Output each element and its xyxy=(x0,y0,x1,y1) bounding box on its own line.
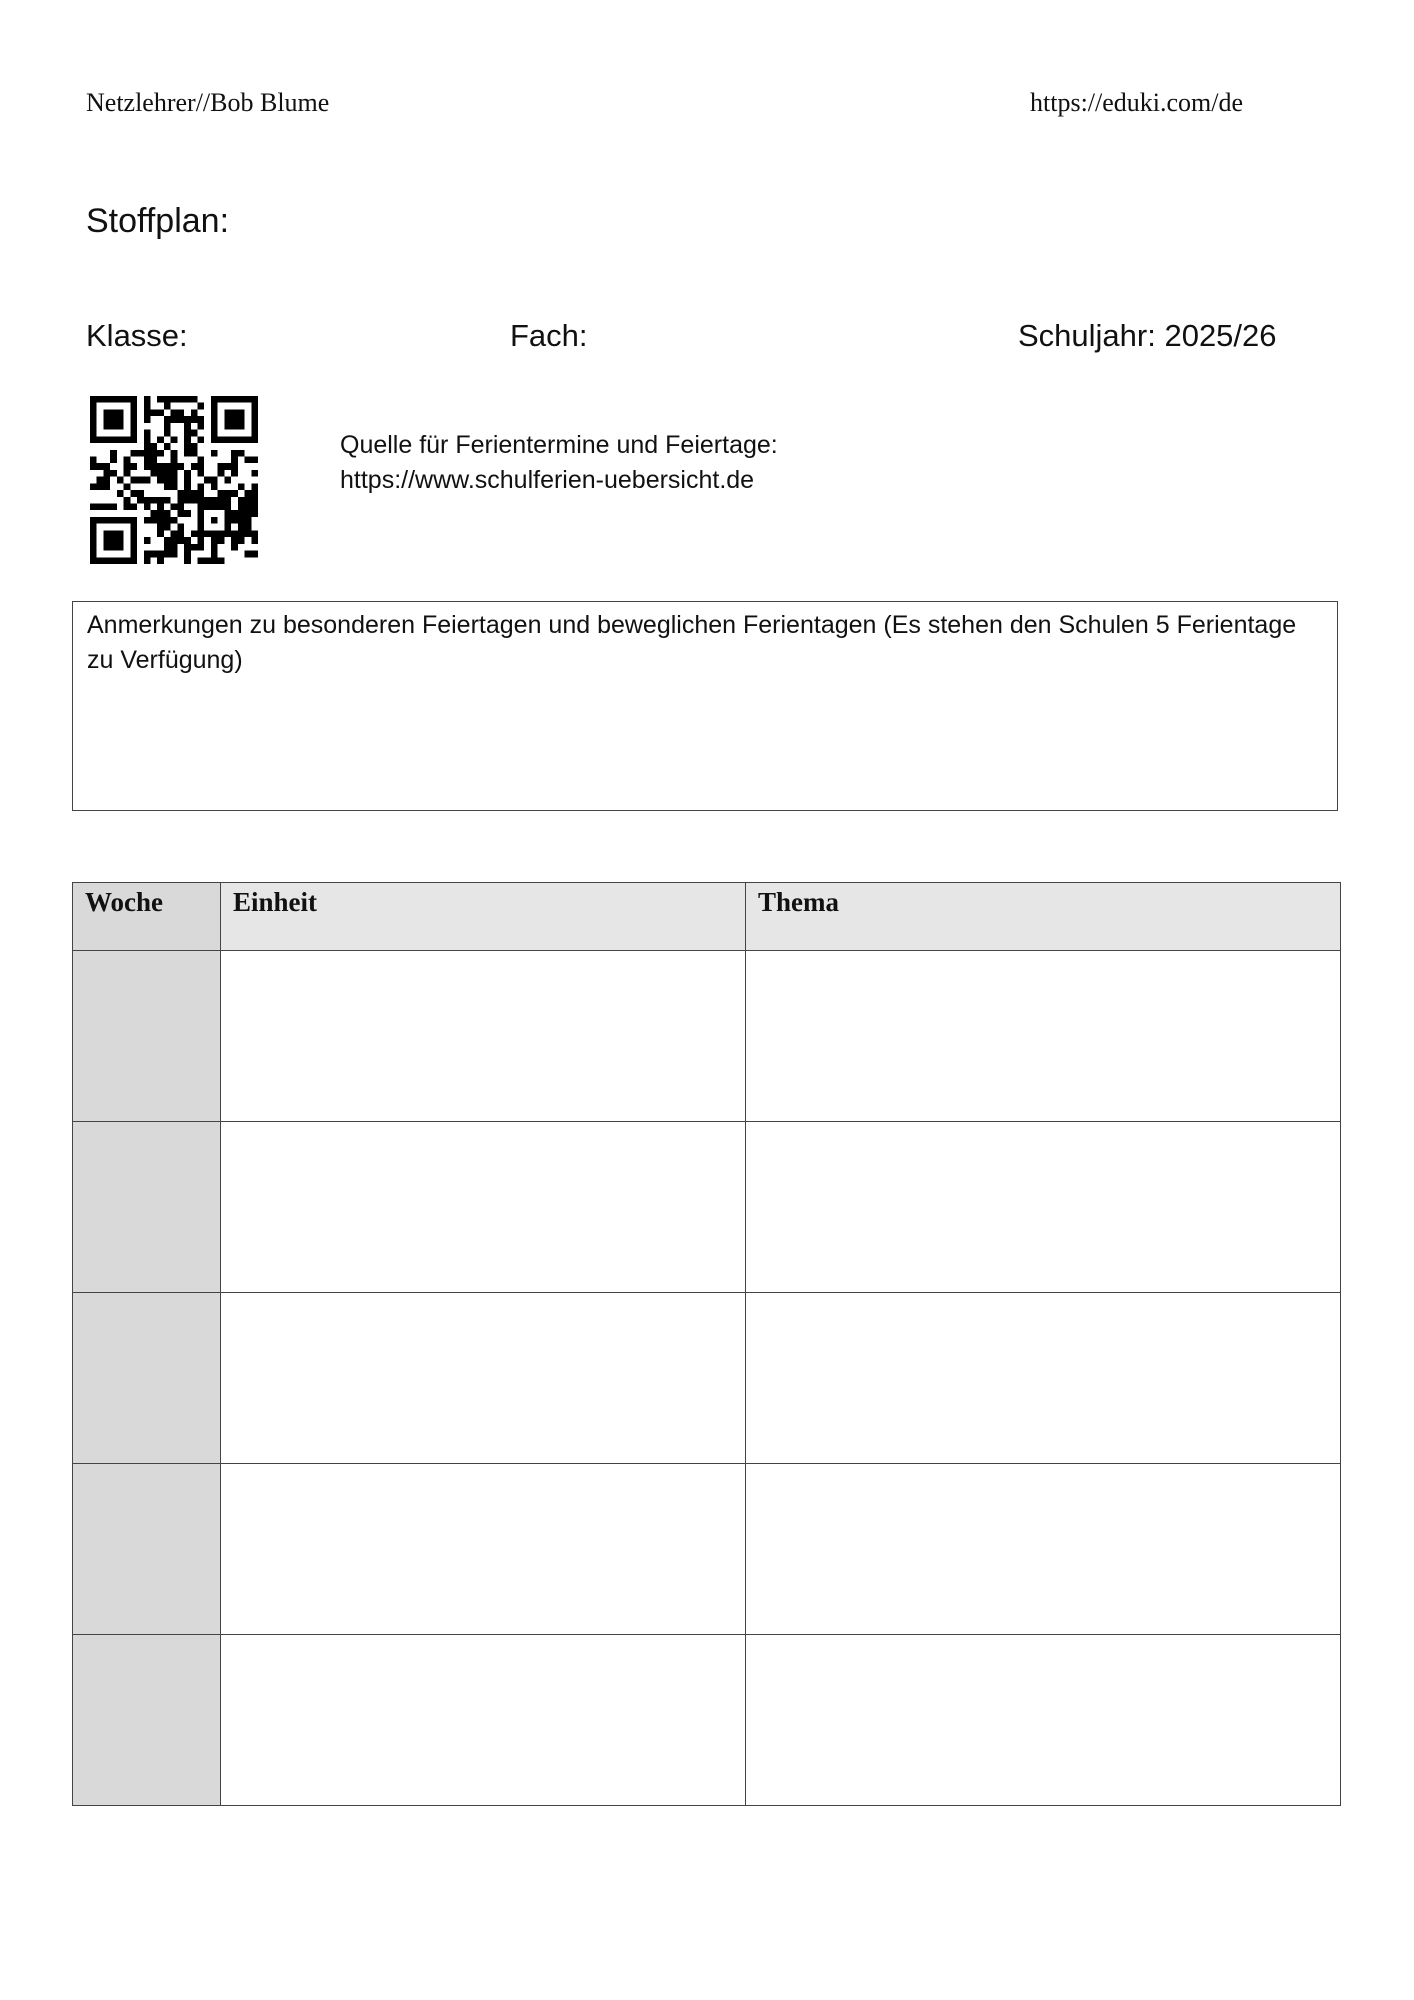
woche-cell[interactable] xyxy=(73,1122,221,1293)
table-row xyxy=(73,951,1341,1122)
thema-cell[interactable] xyxy=(746,1635,1341,1806)
column-header-thema: Thema xyxy=(746,883,1341,951)
source-note xyxy=(340,428,778,498)
woche-cell[interactable] xyxy=(73,1464,221,1635)
column-header-einheit: Einheit xyxy=(221,883,746,951)
source-label: Quelle für Ferientermine und Feiertage: xyxy=(340,431,778,459)
woche-cell[interactable] xyxy=(73,1293,221,1464)
thema-cell[interactable] xyxy=(746,1293,1341,1464)
notes-box[interactable] xyxy=(72,601,1338,811)
table-row xyxy=(73,1464,1341,1635)
fach-label: Fach: xyxy=(510,318,588,353)
column-header-woche: Woche xyxy=(73,883,221,951)
stoffplan-table xyxy=(72,882,1341,1806)
woche-cell[interactable] xyxy=(73,951,221,1122)
klasse-label: Klasse: xyxy=(86,318,188,353)
thema-cell[interactable] xyxy=(746,1464,1341,1635)
header-website[interactable]: https://eduki.com/de xyxy=(1030,88,1244,117)
qr-code-icon xyxy=(90,396,258,564)
page-title: Stoffplan: xyxy=(86,202,230,240)
thema-cell[interactable] xyxy=(746,951,1341,1122)
table-row xyxy=(73,1122,1341,1293)
source-link[interactable]: https://www.schulferien-uebersicht.de xyxy=(340,466,755,494)
table-row xyxy=(73,1635,1341,1806)
schuljahr-label: Schuljahr: 2025/26 xyxy=(1018,318,1277,353)
einheit-cell[interactable] xyxy=(221,1464,746,1635)
woche-cell[interactable] xyxy=(73,1635,221,1806)
table-header-row xyxy=(73,883,1341,951)
thema-cell[interactable] xyxy=(746,1122,1341,1293)
header-author: Netzlehrer//Bob Blume xyxy=(86,88,330,117)
einheit-cell[interactable] xyxy=(221,1122,746,1293)
notes-text: Anmerkungen zu besonderen Feiertagen und beweglichen Ferientagen (Es stehen den Schulen 5 Ferientage zu Verfügung) xyxy=(87,611,1297,674)
einheit-cell[interactable] xyxy=(221,951,746,1122)
einheit-cell[interactable] xyxy=(221,1635,746,1806)
table-row xyxy=(73,1293,1341,1464)
einheit-cell[interactable] xyxy=(221,1293,746,1464)
